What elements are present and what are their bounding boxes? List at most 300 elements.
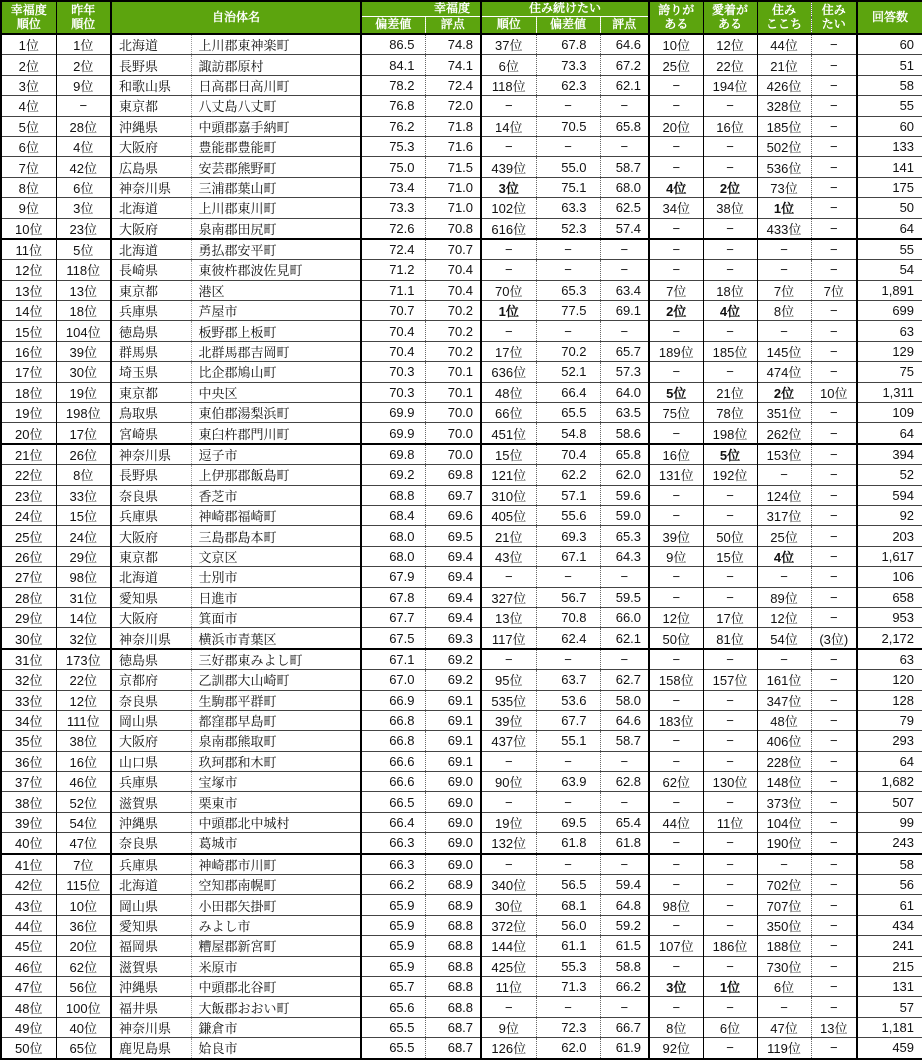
cell-attachment-rank: − [703, 751, 757, 771]
table-row [1, 690, 922, 710]
cell-happiness-rank: 33位 [1, 690, 56, 710]
cell-happiness-rank: 50位 [1, 1038, 56, 1059]
cell-prefecture: 群馬県 [111, 341, 191, 361]
cell-attachment-rank: 194位 [703, 75, 757, 95]
cell-responses: 241 [857, 936, 922, 956]
cell-continue-score: 65.8 [600, 444, 649, 465]
cell-continue-score: − [600, 321, 649, 341]
cell-prefecture: 福井県 [111, 997, 191, 1017]
cell-continue-dev: 63.9 [536, 772, 600, 792]
cell-continue-dev: 55.0 [536, 157, 600, 177]
cell-want-to-live-rank: − [811, 751, 857, 771]
cell-continue-dev: − [536, 136, 600, 156]
table-row [1, 833, 922, 854]
cell-municipality: 糟屋郡新宮町 [191, 936, 361, 956]
cell-continue-score: 61.5 [600, 936, 649, 956]
cell-happiness-score: 70.7 [425, 239, 481, 260]
cell-want-to-live-rank: − [811, 301, 857, 321]
cell-continue-rank: 425位 [481, 956, 536, 976]
cell-continue-score: 62.1 [600, 628, 649, 649]
cell-want-to-live-rank: − [811, 321, 857, 341]
cell-pride-rank: 12位 [649, 607, 703, 627]
cell-attachment-rank: 21位 [703, 382, 757, 402]
cell-happiness-dev: 72.4 [361, 239, 425, 260]
cell-want-to-live-rank: − [811, 812, 857, 832]
cell-prefecture: 奈良県 [111, 690, 191, 710]
table-row [1, 710, 922, 730]
cell-municipality: 芦屋市 [191, 301, 361, 321]
cell-continue-rank: 30位 [481, 895, 536, 915]
cell-happiness-score: 68.9 [425, 875, 481, 895]
cell-continue-dev: 70.4 [536, 444, 600, 465]
header-municipality-name: 自治体名 [111, 1, 361, 34]
cell-attachment-rank: 5位 [703, 444, 757, 465]
cell-last-year-rank: 15位 [56, 505, 111, 525]
cell-pride-rank: 16位 [649, 444, 703, 465]
cell-attachment-rank: − [703, 239, 757, 260]
cell-last-year-rank: 18位 [56, 301, 111, 321]
cell-happiness-dev: 66.9 [361, 690, 425, 710]
header-pride-line2: ある [664, 16, 689, 31]
cell-responses: 2,172 [857, 628, 922, 649]
cell-happiness-score: 70.2 [425, 301, 481, 321]
cell-happiness-rank: 40位 [1, 833, 56, 854]
cell-happiness-dev: 69.2 [361, 465, 425, 485]
cell-last-year-rank: 10位 [56, 895, 111, 915]
cell-attachment-rank: − [703, 895, 757, 915]
header-last-year-line1: 昨年 [71, 2, 96, 17]
cell-livability-rank: 2位 [757, 382, 811, 402]
cell-happiness-dev: 66.6 [361, 751, 425, 771]
cell-happiness-rank: 10位 [1, 218, 56, 239]
cell-continue-score: 65.4 [600, 812, 649, 832]
cell-continue-rank: 405位 [481, 505, 536, 525]
cell-continue-rank: 144位 [481, 936, 536, 956]
cell-continue-score: 61.8 [600, 833, 649, 854]
cell-happiness-score: 68.7 [425, 1038, 481, 1059]
cell-livability-rank: 48位 [757, 710, 811, 730]
cell-attachment-rank: − [703, 321, 757, 341]
cell-municipality: 士別市 [191, 567, 361, 587]
cell-prefecture: 神奈川県 [111, 177, 191, 197]
cell-happiness-rank: 35位 [1, 731, 56, 751]
cell-pride-rank: − [649, 75, 703, 95]
cell-municipality: 中頭郡嘉手納町 [191, 116, 361, 136]
cell-pride-rank: 44位 [649, 812, 703, 832]
cell-last-year-rank: 6位 [56, 177, 111, 197]
cell-pride-rank: 189位 [649, 341, 703, 361]
cell-happiness-dev: 65.5 [361, 1017, 425, 1037]
cell-livability-rank: − [757, 997, 811, 1017]
cell-responses: 203 [857, 526, 922, 546]
cell-last-year-rank: 98位 [56, 567, 111, 587]
cell-continue-rank: 66位 [481, 403, 536, 423]
cell-pride-rank: − [649, 96, 703, 116]
header-happiness-rank [1, 1, 56, 34]
cell-livability-rank: 190位 [757, 833, 811, 854]
cell-livability-rank: 6位 [757, 976, 811, 996]
cell-continue-score: − [600, 649, 649, 670]
cell-want-to-live-rank: − [811, 75, 857, 95]
cell-happiness-dev: 76.8 [361, 96, 425, 116]
cell-want-to-live-rank: − [811, 976, 857, 996]
table-row [1, 649, 922, 670]
cell-continue-rank: 535位 [481, 690, 536, 710]
cell-want-to-live-rank: − [811, 936, 857, 956]
cell-want-to-live-rank: (3位) [811, 628, 857, 649]
cell-happiness-rank: 5位 [1, 116, 56, 136]
cell-responses: 459 [857, 1038, 922, 1059]
cell-pride-rank: 2位 [649, 301, 703, 321]
cell-municipality: 栗東市 [191, 792, 361, 812]
cell-municipality: 逗子市 [191, 444, 361, 465]
cell-happiness-dev: 66.5 [361, 792, 425, 812]
cell-want-to-live-rank: − [811, 875, 857, 895]
cell-happiness-score: 68.8 [425, 976, 481, 996]
table-row [1, 607, 922, 627]
cell-last-year-rank: 5位 [56, 239, 111, 260]
cell-happiness-rank: 34位 [1, 710, 56, 730]
cell-last-year-rank: 115位 [56, 875, 111, 895]
cell-attachment-rank: − [703, 731, 757, 751]
cell-happiness-rank: 41位 [1, 854, 56, 875]
cell-municipality: 板野郡上板町 [191, 321, 361, 341]
cell-pride-rank: 158位 [649, 670, 703, 690]
cell-continue-dev: 69.3 [536, 526, 600, 546]
header-want-to-live-line2: たい [821, 16, 846, 31]
cell-pride-rank: − [649, 239, 703, 260]
cell-continue-dev: 63.7 [536, 670, 600, 690]
cell-municipality: 宝塚市 [191, 772, 361, 792]
cell-municipality: 中央区 [191, 382, 361, 402]
cell-attachment-rank: − [703, 649, 757, 670]
cell-happiness-score: 69.0 [425, 833, 481, 854]
cell-continue-score: 64.6 [600, 710, 649, 730]
cell-happiness-score: 69.4 [425, 587, 481, 607]
cell-last-year-rank: 62位 [56, 956, 111, 976]
cell-happiness-score: 68.8 [425, 956, 481, 976]
cell-responses: 215 [857, 956, 922, 976]
cell-want-to-live-rank: − [811, 915, 857, 935]
cell-responses: 1,682 [857, 772, 922, 792]
cell-continue-dev: 70.8 [536, 607, 600, 627]
header-last-year-rank [56, 1, 111, 34]
cell-happiness-score: 69.2 [425, 670, 481, 690]
cell-prefecture: 北海道 [111, 34, 191, 55]
cell-attachment-rank: 81位 [703, 628, 757, 649]
table-row [1, 116, 922, 136]
cell-municipality: 三島郡島本町 [191, 526, 361, 546]
cell-attachment-rank: 185位 [703, 341, 757, 361]
cell-pride-rank: − [649, 505, 703, 525]
cell-responses: 1,617 [857, 546, 922, 566]
cell-municipality: 文京区 [191, 546, 361, 566]
cell-continue-score: 59.0 [600, 505, 649, 525]
cell-municipality: 豊能郡豊能町 [191, 136, 361, 156]
cell-last-year-rank: 36位 [56, 915, 111, 935]
cell-prefecture: 北海道 [111, 239, 191, 260]
cell-happiness-dev: 66.2 [361, 875, 425, 895]
cell-continue-dev: 65.3 [536, 280, 600, 300]
header-happiness-group: 幸福度 [361, 1, 481, 17]
cell-happiness-rank: 15位 [1, 321, 56, 341]
cell-happiness-rank: 37位 [1, 772, 56, 792]
cell-municipality: 東伯郡湯梨浜町 [191, 403, 361, 423]
cell-continue-rank: 126位 [481, 1038, 536, 1059]
cell-continue-score: 65.3 [600, 526, 649, 546]
cell-municipality: 日高郡日高川町 [191, 75, 361, 95]
header-livability-line1: 住み [772, 2, 797, 17]
cell-happiness-dev: 66.6 [361, 772, 425, 792]
cell-want-to-live-rank: − [811, 116, 857, 136]
cell-continue-rank: 13位 [481, 607, 536, 627]
cell-municipality: 中頭郡北谷町 [191, 976, 361, 996]
cell-municipality: 中頭郡北中城村 [191, 812, 361, 832]
table-row [1, 485, 922, 505]
table-row [1, 382, 922, 402]
cell-continue-rank: 121位 [481, 465, 536, 485]
cell-pride-rank: − [649, 875, 703, 895]
cell-last-year-rank: 42位 [56, 157, 111, 177]
header-continue-rank: 順位 [481, 17, 536, 35]
cell-attachment-rank: − [703, 587, 757, 607]
cell-continue-rank: 95位 [481, 670, 536, 690]
cell-last-year-rank: 2位 [56, 55, 111, 75]
cell-livability-rank: 153位 [757, 444, 811, 465]
cell-continue-dev: 61.1 [536, 936, 600, 956]
cell-want-to-live-rank: − [811, 587, 857, 607]
cell-livability-rank: 54位 [757, 628, 811, 649]
cell-attachment-rank: − [703, 157, 757, 177]
cell-continue-rank: 9位 [481, 1017, 536, 1037]
cell-last-year-rank: 24位 [56, 526, 111, 546]
cell-municipality: 都窪郡早島町 [191, 710, 361, 730]
cell-happiness-dev: 68.0 [361, 526, 425, 546]
cell-happiness-score: 70.0 [425, 444, 481, 465]
cell-happiness-dev: 75.3 [361, 136, 425, 156]
cell-municipality: 泉南郡田尻町 [191, 218, 361, 239]
table-header [1, 1, 922, 34]
cell-happiness-dev: 66.3 [361, 854, 425, 875]
cell-want-to-live-rank: − [811, 55, 857, 75]
cell-pride-rank: − [649, 956, 703, 976]
cell-livability-rank: − [757, 321, 811, 341]
cell-attachment-rank: − [703, 218, 757, 239]
cell-happiness-score: 68.7 [425, 1017, 481, 1037]
cell-municipality: 諏訪郡原村 [191, 55, 361, 75]
cell-municipality: 鎌倉市 [191, 1017, 361, 1037]
cell-pride-rank: − [649, 833, 703, 854]
cell-happiness-rank: 30位 [1, 628, 56, 649]
cell-happiness-rank: 48位 [1, 997, 56, 1017]
cell-last-year-rank: 8位 [56, 465, 111, 485]
cell-municipality: 神崎郡福崎町 [191, 505, 361, 525]
cell-happiness-dev: 67.7 [361, 607, 425, 627]
cell-want-to-live-rank: − [811, 854, 857, 875]
cell-continue-dev: 70.5 [536, 116, 600, 136]
cell-attachment-rank: 15位 [703, 546, 757, 566]
cell-livability-rank: 228位 [757, 751, 811, 771]
cell-want-to-live-rank: − [811, 239, 857, 260]
cell-want-to-live-rank: − [811, 403, 857, 423]
cell-happiness-rank: 29位 [1, 607, 56, 627]
header-want-to-live-line1: 住み [821, 2, 846, 17]
cell-last-year-rank: 4位 [56, 136, 111, 156]
cell-prefecture: 滋賀県 [111, 956, 191, 976]
cell-happiness-dev: 69.9 [361, 403, 425, 423]
cell-continue-dev: 62.3 [536, 75, 600, 95]
table-row [1, 301, 922, 321]
cell-happiness-score: 71.0 [425, 198, 481, 218]
cell-happiness-score: 69.0 [425, 854, 481, 875]
cell-happiness-score: 70.0 [425, 403, 481, 423]
cell-happiness-score: 69.5 [425, 526, 481, 546]
cell-pride-rank: 20位 [649, 116, 703, 136]
cell-last-year-rank: 28位 [56, 116, 111, 136]
cell-happiness-dev: 68.0 [361, 546, 425, 566]
cell-attachment-rank: − [703, 875, 757, 895]
cell-happiness-rank: 8位 [1, 177, 56, 197]
cell-happiness-score: 69.4 [425, 546, 481, 566]
cell-livability-rank: 707位 [757, 895, 811, 915]
cell-happiness-dev: 76.2 [361, 116, 425, 136]
cell-prefecture: 徳島県 [111, 321, 191, 341]
cell-happiness-rank: 31位 [1, 649, 56, 670]
cell-last-year-rank: 39位 [56, 341, 111, 361]
cell-last-year-rank: 9位 [56, 75, 111, 95]
cell-happiness-rank: 23位 [1, 485, 56, 505]
cell-continue-rank: − [481, 260, 536, 280]
cell-responses: 243 [857, 833, 922, 854]
cell-attachment-rank: − [703, 710, 757, 730]
cell-happiness-rank: 49位 [1, 1017, 56, 1037]
cell-livability-rank: 351位 [757, 403, 811, 423]
cell-prefecture: 東京都 [111, 546, 191, 566]
cell-attachment-rank: − [703, 1038, 757, 1059]
cell-continue-score: 58.7 [600, 157, 649, 177]
cell-continue-dev: 65.5 [536, 403, 600, 423]
cell-continue-rank: 14位 [481, 116, 536, 136]
cell-attachment-rank: 6位 [703, 1017, 757, 1037]
cell-last-year-rank: 32位 [56, 628, 111, 649]
cell-happiness-rank: 14位 [1, 301, 56, 321]
cell-happiness-dev: 71.2 [361, 260, 425, 280]
cell-prefecture: 岡山県 [111, 710, 191, 730]
cell-happiness-dev: 68.8 [361, 485, 425, 505]
cell-continue-dev: 71.3 [536, 976, 600, 996]
cell-happiness-rank: 16位 [1, 341, 56, 361]
cell-continue-dev: 61.8 [536, 833, 600, 854]
header-pride-line1: 誇りが [658, 2, 695, 17]
cell-happiness-score: 69.7 [425, 485, 481, 505]
cell-responses: 106 [857, 567, 922, 587]
cell-want-to-live-rank: − [811, 670, 857, 690]
cell-livability-rank: 7位 [757, 280, 811, 300]
cell-happiness-score: 71.8 [425, 116, 481, 136]
cell-continue-score: 63.5 [600, 403, 649, 423]
cell-happiness-score: 70.8 [425, 218, 481, 239]
cell-attachment-rank: 18位 [703, 280, 757, 300]
cell-attachment-rank: − [703, 362, 757, 382]
cell-last-year-rank: 20位 [56, 936, 111, 956]
cell-last-year-rank: 3位 [56, 198, 111, 218]
header-responses: 回答数 [857, 1, 922, 34]
cell-responses: 1,311 [857, 382, 922, 402]
cell-municipality: 三好郡東みよし町 [191, 649, 361, 670]
cell-last-year-rank: 104位 [56, 321, 111, 341]
cell-want-to-live-rank: 13位 [811, 1017, 857, 1037]
header-happiness-rank-line2: 順位 [16, 16, 41, 31]
cell-last-year-rank: 1位 [56, 34, 111, 55]
cell-want-to-live-rank: − [811, 772, 857, 792]
cell-want-to-live-rank: − [811, 218, 857, 239]
cell-continue-dev: 72.3 [536, 1017, 600, 1037]
cell-want-to-live-rank: − [811, 485, 857, 505]
table-row [1, 628, 922, 649]
cell-responses: 63 [857, 321, 922, 341]
cell-prefecture: 滋賀県 [111, 792, 191, 812]
table-row [1, 444, 922, 465]
cell-want-to-live-rank: − [811, 731, 857, 751]
cell-prefecture: 奈良県 [111, 485, 191, 505]
cell-attachment-rank: 157位 [703, 670, 757, 690]
table-row [1, 567, 922, 587]
cell-happiness-dev: 65.7 [361, 976, 425, 996]
cell-pride-rank: − [649, 321, 703, 341]
cell-pride-rank: 98位 [649, 895, 703, 915]
cell-happiness-score: 69.0 [425, 772, 481, 792]
cell-pride-rank: − [649, 915, 703, 935]
cell-happiness-rank: 19位 [1, 403, 56, 423]
cell-happiness-score: 72.0 [425, 96, 481, 116]
cell-happiness-score: 70.4 [425, 260, 481, 280]
cell-prefecture: 鹿児島県 [111, 1038, 191, 1059]
cell-happiness-rank: 4位 [1, 96, 56, 116]
cell-continue-rank: − [481, 321, 536, 341]
cell-livability-rank: 474位 [757, 362, 811, 382]
cell-last-year-rank: 65位 [56, 1038, 111, 1059]
cell-attachment-rank: 4位 [703, 301, 757, 321]
cell-continue-rank: 616位 [481, 218, 536, 239]
cell-continue-dev: − [536, 854, 600, 875]
cell-continue-dev: 56.7 [536, 587, 600, 607]
cell-livability-rank: 73位 [757, 177, 811, 197]
cell-happiness-score: 68.8 [425, 915, 481, 935]
cell-pride-rank: − [649, 362, 703, 382]
cell-attachment-rank: 192位 [703, 465, 757, 485]
cell-continue-rank: 3位 [481, 177, 536, 197]
cell-municipality: 生駒郡平群町 [191, 690, 361, 710]
cell-happiness-score: 69.4 [425, 567, 481, 587]
cell-livability-rank: 317位 [757, 505, 811, 525]
header-livability [757, 1, 811, 34]
cell-continue-rank: 15位 [481, 444, 536, 465]
cell-pride-rank: − [649, 218, 703, 239]
cell-livability-rank: 89位 [757, 587, 811, 607]
cell-pride-rank: 7位 [649, 280, 703, 300]
table-row [1, 854, 922, 875]
cell-prefecture: 神奈川県 [111, 1017, 191, 1037]
cell-municipality: 上伊那郡飯島町 [191, 465, 361, 485]
cell-continue-rank: 19位 [481, 812, 536, 832]
cell-continue-dev: 57.1 [536, 485, 600, 505]
table-row [1, 731, 922, 751]
cell-prefecture: 福岡県 [111, 936, 191, 956]
cell-continue-rank: − [481, 239, 536, 260]
cell-continue-dev: 55.3 [536, 956, 600, 976]
cell-happiness-rank: 47位 [1, 976, 56, 996]
cell-livability-rank: − [757, 649, 811, 670]
